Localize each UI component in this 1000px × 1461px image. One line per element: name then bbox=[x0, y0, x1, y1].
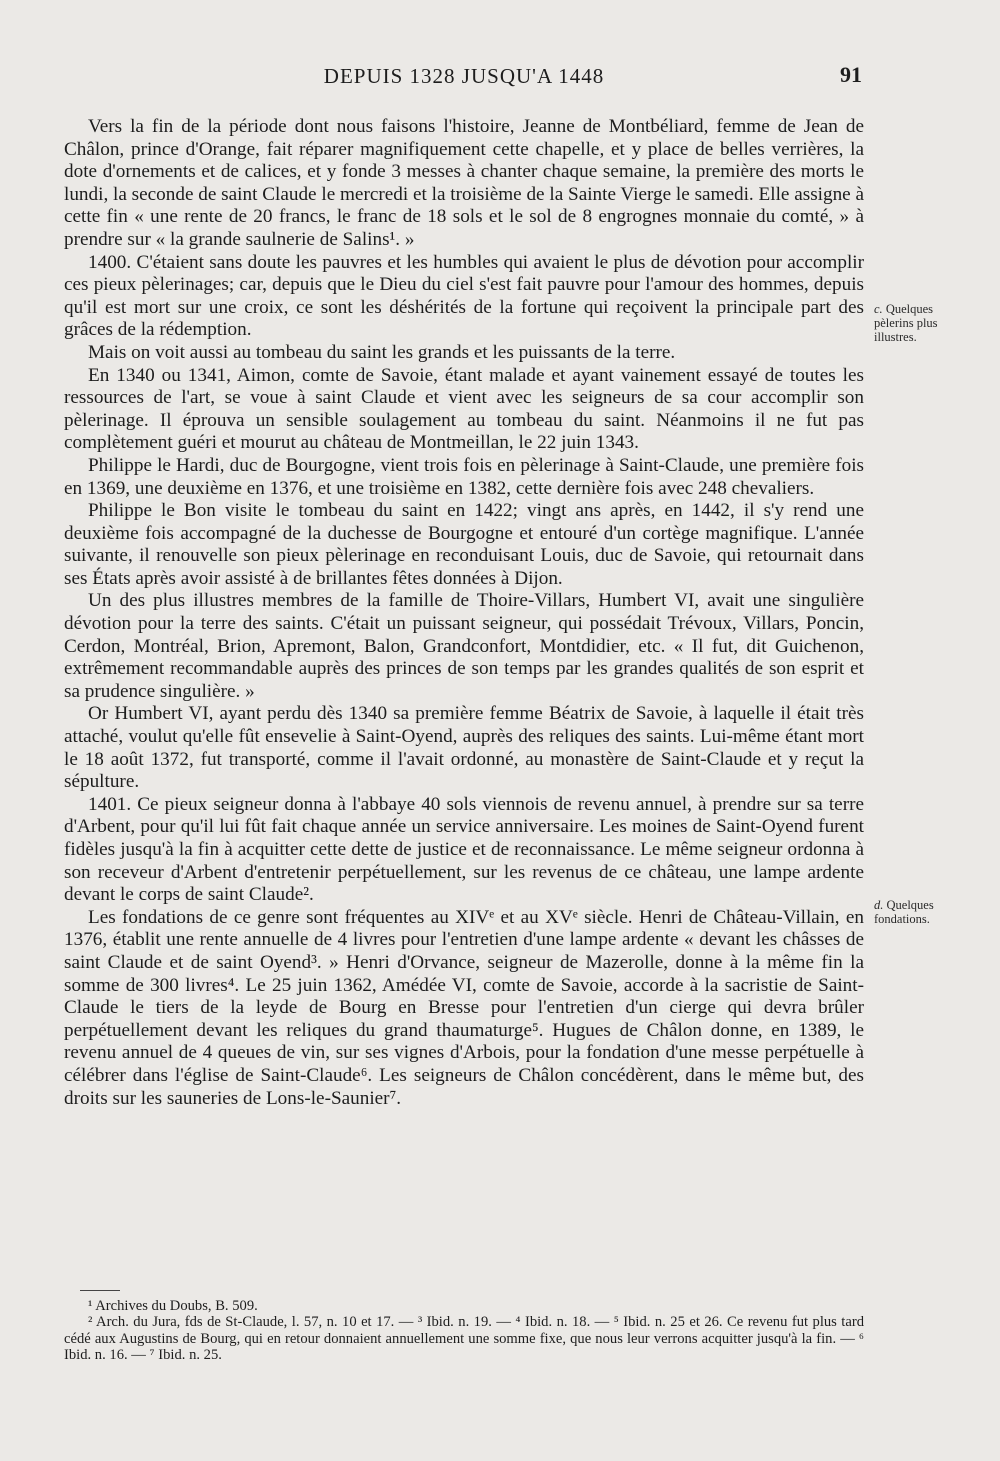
margin-note-pilgrims bbox=[874, 302, 966, 344]
margin-note-mark: c. bbox=[874, 302, 883, 316]
paragraph: 1401. Ce pieux seigneur donna à l'abbaye 40 sols viennois de revenu annuel, à prendre sur sa terre d'Arbent, pour qu'il lui fût fait chaque année un service anniversaire. Les moines de Saint-Oyend furent fidèles jusqu'à la fin à acquitter cette dette de justice et de reconnaissance. Le même seigneur ordonna à son receveur d'Arbent d'entretenir perpétuellement, sur les revenus de ce château, une lampe ardente devant le corps de saint Claude². bbox=[64, 793, 864, 906]
margin-note-mark: d. bbox=[874, 898, 884, 912]
margin-note-foundations bbox=[874, 898, 966, 926]
running-title: DEPUIS 1328 JUSQU'A 1448 bbox=[323, 64, 605, 88]
paragraph: Mais on voit aussi au tombeau du saint les grands et les puissants de la terre. bbox=[88, 341, 676, 363]
paragraph: Philippe le Bon visite le tombeau du saint en 1422; vingt ans après, en 1442, il s'y rend une deuxième fois accompagné de la duchesse de Bourgogne et entouré d'un cortège magnifique. L'année suivante, il renouvelle son pieux pèlerinage en reconduisant Louis, duc de Savoie, qui retournait dans ses États après avoir assisté à de brillantes fêtes données à Dijon. bbox=[64, 500, 864, 589]
paragraph: Un des plus illustres membres de la famille de Thoire-Villars, Humbert VI, avait une singulière dévotion pour la terre des saints. C'était un puissant seigneur, qui possédait Trévoux, Villars, Poncin, Cerdon, Montréal, Brion, Apremont, Balon, Grandconfort, Montdidier, etc. « Il fut, dit Guichenon, extrêmement recommandable auprès des princes de son temps par les grandes qualités de son esprit et sa prudence singulière. » bbox=[64, 590, 864, 702]
paragraph: Vers la fin de la période dont nous faisons l'histoire, Jeanne de Montbéliard, femme de Jean de Châlon, prince d'Orange, fait réparer magnifiquement cette chapelle, et y place de belles verrières, la dote d'ornements et de calices, et y fonde 3 messes à chanter chaque semaine, la première des morts le lundi, la seconde de saint Claude le mercredi et la troisième de la Sainte Vierge le samedi. Elle assigne à cette fin « une rente de 20 francs, le franc de 18 sols et le sol de 8 engrognes monnaie du comté, » à prendre sur « la grande saulnerie de Salins¹. » bbox=[64, 116, 865, 250]
footnote: ¹ Archives du Doubs, B. 509. bbox=[88, 1298, 258, 1314]
paragraph: Les fondations de ce genre sont fréquentes au XIVᵉ et au XVᵉ siècle. Henri de Château-Villain, en 1376, établit une rente annuelle de 4 livres pour l'entretien d'une lampe ardente « devant les châsses de saint Claude et de saint Oyend³. » Henri d'Orvance, seigneur de Mazerolle, donne à la même fin la somme de 300 livres⁴. Le 25 juin 1362, Amédée VI, comte de Savoie, accorde à la sacristie de Saint-Claude le tiers de la leyde de Bourg en Bresse pour l'entretien d'un cierge qui devra brûler perpétuellement devant les reliques du grand thaumaturge⁵. Hugues de Châlon donne, en 1389, le revenu annuel de 4 queues de vin, sur ses vignes d'Arbois, pour la fondation d'une messe perpétuelle à célébrer dans l'église de Saint-Claude⁶. Les seigneurs de Châlon concédèrent, dans le même but, des droits sur les sauneries de Lons-le-Saunier⁷. bbox=[64, 906, 864, 1109]
paragraph: Philippe le Hardi, duc de Bourgogne, vient trois fois en pèlerinage à Saint-Claude, une première fois en 1369, une deuxième en 1376, et une troisième en 1382, cette dernière fois avec 248 chevaliers. bbox=[64, 454, 864, 499]
paragraph: En 1340 ou 1341, Aimon, comte de Savoie, étant malade et ayant vainement essayé de toutes les ressources de l'art, se voue à saint Claude et vient avec les seigneurs de sa cour accomplir son pèlerinage. Il éprouva un sensible soulagement au tombeau du saint. Néanmoins il ne fut pas complètement guéri et mourut au château de Montmeillan, le 22 juin 1343. bbox=[64, 364, 864, 454]
footnote: ² Arch. du Jura, fds de St-Claude, l. 57, n. 10 et 17. — ³ Ibid. n. 19. — ⁴ Ibid. n. 18. — ⁵ Ibid. n. 25 et 26. Ce revenu fut plus tard cédé aux Augustins de Bourg, qui en retour donnaient annuellement une somme fixe, que nous leur verrons acquitter jusqu'à la fin. — ⁶ Ibid. n. 16. — ⁷ Ibid. n. 25. bbox=[64, 1314, 864, 1364]
paragraph: 1400. C'étaient sans doute les pauvres et les humbles qui avaient le plus de dévotion pour accomplir ces pieux pèlerinages; car, depuis que le Dieu du ciel s'est fait pauvre pour l'amour des hommes, depuis qu'il est mort sur une croix, ce sont les déshérités de la fortune qui reçoivent la principale part des grâces de la rédemption. bbox=[64, 251, 864, 341]
footnote-divider bbox=[80, 1290, 120, 1291]
page-header bbox=[60, 64, 868, 94]
page-number: 91 bbox=[840, 62, 862, 87]
margin-note-text: Quelques fondations. bbox=[874, 898, 934, 926]
footnotes bbox=[64, 1298, 864, 1364]
margin-note-text: Quelques pèlerins plus illustres. bbox=[874, 302, 938, 344]
main-text bbox=[64, 116, 864, 1110]
paragraph: Or Humbert VI, ayant perdu dès 1340 sa première femme Béatrix de Savoie, à laquelle il était très attaché, voulut qu'elle fût ensevelie à Saint-Oyend, auprès des reliques des saints. Lui-même étant mort le 18 août 1372, fut transporté, comme il l'avait ordonné, au monastère de Saint-Claude et y reçut la sépulture. bbox=[64, 703, 864, 793]
